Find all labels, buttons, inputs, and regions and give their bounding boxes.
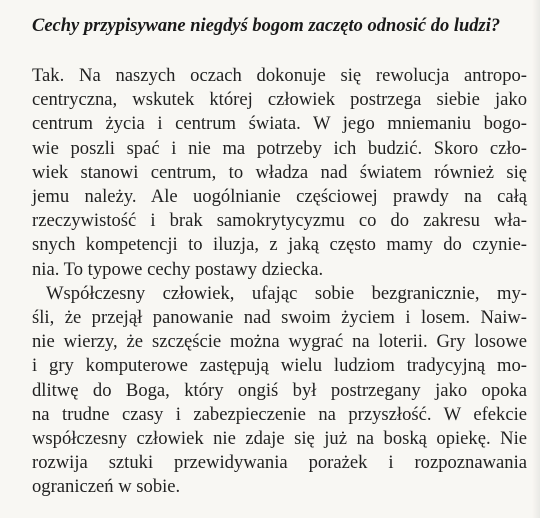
paragraph-1 xyxy=(32,64,527,282)
text-line: centryczna, wskutek której człowiek postrzega siebie jako xyxy=(32,89,527,111)
answer-text xyxy=(32,64,527,500)
text-line: nie wierzy, że szczęście można wygrać na loterii. Gry losowe xyxy=(32,331,527,353)
text-line: Współczesny człowiek, ufając sobie bezgranicznie, my- xyxy=(46,282,527,304)
text-line: Tak. Na naszych oczach dokonuje się rewolucja antropo- xyxy=(32,65,527,86)
page-edge-shadow xyxy=(532,0,540,518)
text-line: rozwija sztuki przewidywania porażek i rozpoznawania xyxy=(32,452,527,474)
text-line: współczesny człowiek nie zdaje się już na boską opiekę. Nie xyxy=(32,428,527,450)
text-line: wie poszli spać i nie ma potrzeby ich budzić. Skoro czło- xyxy=(32,137,527,159)
text-line: na trudne czasy i zabezpieczenie na przyszłość. W efekcie xyxy=(32,403,527,425)
text-line: dlitwę do Boga, który ongiś był postrzegany jako opoka xyxy=(32,379,527,401)
paragraph-2 xyxy=(32,282,527,500)
text-line: rzeczywistość i brak samokrytycyzmu co do zakresu wła- xyxy=(32,210,527,232)
text-line: ograniczeń w sobie. xyxy=(32,476,181,498)
text-line: centrum życia i centrum świata. W jego mniemaniu bogo- xyxy=(32,113,527,135)
text-line: jemu należy. Ale uogólnianie częściowej prawdy na całą xyxy=(32,186,527,208)
interview-question: Cechy przypisywane niegdyś bogom zaczęto odnosić do ludzi? xyxy=(32,16,501,36)
text-line: i gry komputerowe zastępują wielu ludziom tradycyjną mo- xyxy=(32,355,527,377)
text-line: śli, że przejął panowanie nad swoim życiem i losem. Naiw- xyxy=(32,307,527,329)
text-line: wiek stanowi centrum, to władza nad światem również się xyxy=(32,161,527,183)
text-line: nia. To typowe cechy postawy dziecka. xyxy=(32,258,324,280)
text-line: snych kompetencji to iluzja, z jaką często mamy do czynie- xyxy=(32,234,527,256)
